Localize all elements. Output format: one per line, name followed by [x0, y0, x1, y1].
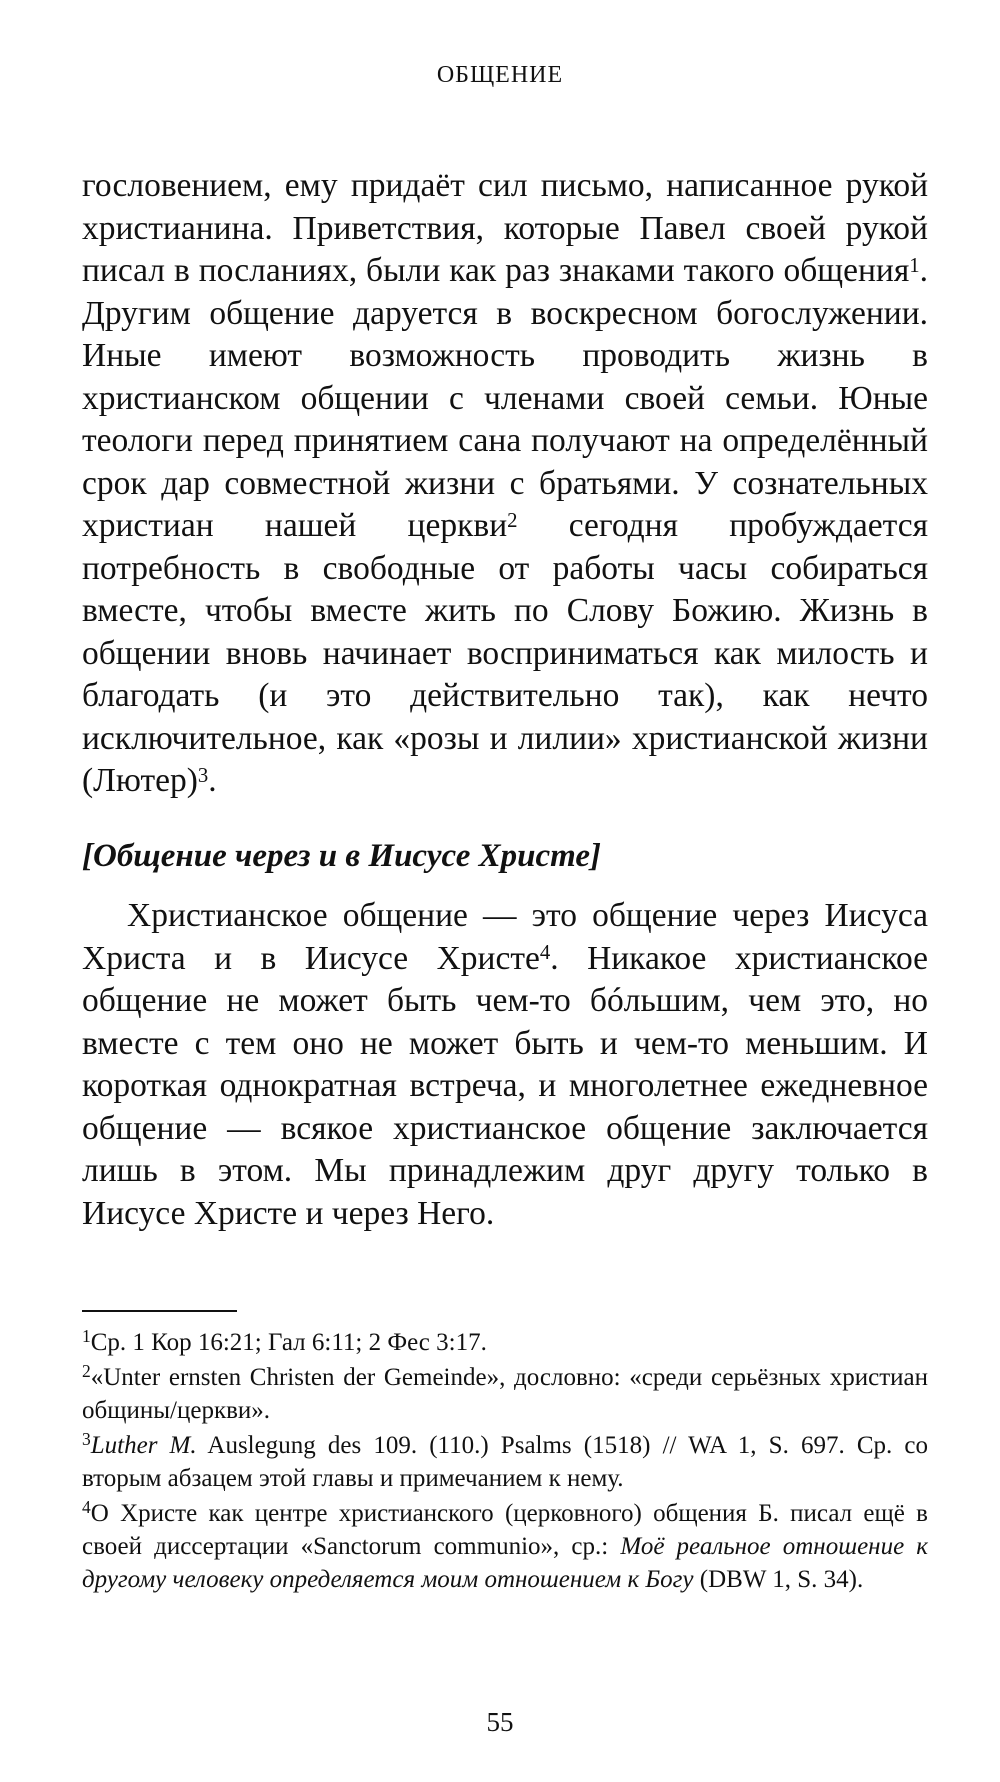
footnote-text: «Unter ernsten Christen der Gemeinde», дословно: «среди серьёзных христиан общины/церкви». [82, 1364, 928, 1424]
paragraph-text: гословением, ему придаёт сил письмо, написанное рукой христианина. Приветствия, которые Павел своей рукой писал в посланиях, были как раз знаками такого общения [82, 167, 928, 289]
footnote-ref-1[interactable]: 1 [909, 253, 920, 277]
footnote-3 [82, 1429, 928, 1495]
paragraph-text: . [208, 762, 217, 799]
footnote-ref-2[interactable]: 2 [507, 508, 518, 532]
footnote-mark: 2 [82, 1361, 91, 1382]
section-heading: [Общение через и в Иисусе Христе] [82, 838, 601, 874]
footnote-mark: 1 [82, 1326, 91, 1347]
footnote-quote: Моё реальное отношение к другому человеку определяется моим отношением к Богу [82, 1533, 928, 1593]
paragraph-text: . Никакое христианское общение не может быть чем-то бóльшим, чем это, но вместе с тем оно не может быть и чем-то меньшим. И короткая однократная встреча, и многолетнее ежедневное общение — всякое христианское общение заключается лишь в этом. Мы принадлежим друг другу только в Иисусе Христе и через Него. [82, 939, 928, 1232]
footnotes [82, 1326, 928, 1598]
paragraph-text: сегодня пробуждается потребность в свободные от работы часы собираться вместе, чтобы вместе жить по Слову Божию. Жизнь в общении вновь начинает восприниматься как милость и благодать (и это действительно так), как нечто исключительное, как «розы и лилии» христианской жизни (Лютер) [82, 507, 928, 799]
body-paragraph-2 [82, 895, 928, 1235]
footnote-ref-3[interactable]: 3 [197, 763, 209, 787]
footnote-text: Auslegung des 109. (110.) Psalms (1518) // WA 1, S. 697. Ср. со вторым абзацем этой главы и примечанием к нему. [82, 1432, 929, 1492]
footnote-text: Ср. 1 Кор 16:21; Гал 6:11; 2 Фес 3:17. [90, 1329, 487, 1356]
running-head: ОБЩЕНИЕ [436, 62, 564, 88]
footnote-2 [82, 1361, 928, 1427]
paragraph-text: . Другим общение даруется в воскресном богослужении. Иные имеют возможность проводить жизнь в христианском общении с членами своей семьи. Юные теологи перед принятием сана получают на определённый срок дар совместной жизни с братьями. У сознательных христиан нашей церкви [82, 252, 928, 544]
footnote-mark: 4 [82, 1497, 91, 1518]
footnote-ref-4[interactable]: 4 [539, 941, 551, 965]
footnote-text-tail: (DBW 1, S. 34). [693, 1566, 864, 1593]
paragraph-text: Христианское общение — это общение через Иисуса Христа и в Иисусе Христе [82, 897, 928, 977]
footnote-1 [82, 1326, 928, 1359]
footnote-4 [82, 1497, 928, 1596]
body-paragraph-1 [82, 165, 928, 803]
footnote-mark: 3 [82, 1429, 91, 1450]
footnote-text: О Христе как центре христианского (церковного) общения Б. писал ещё в своей диссертации «Sanctorum communio», ср.: [82, 1500, 928, 1560]
footnote-divider [82, 1310, 237, 1312]
page-number: 55 [486, 1707, 514, 1737]
footnote-author: Luther M. [90, 1432, 197, 1459]
